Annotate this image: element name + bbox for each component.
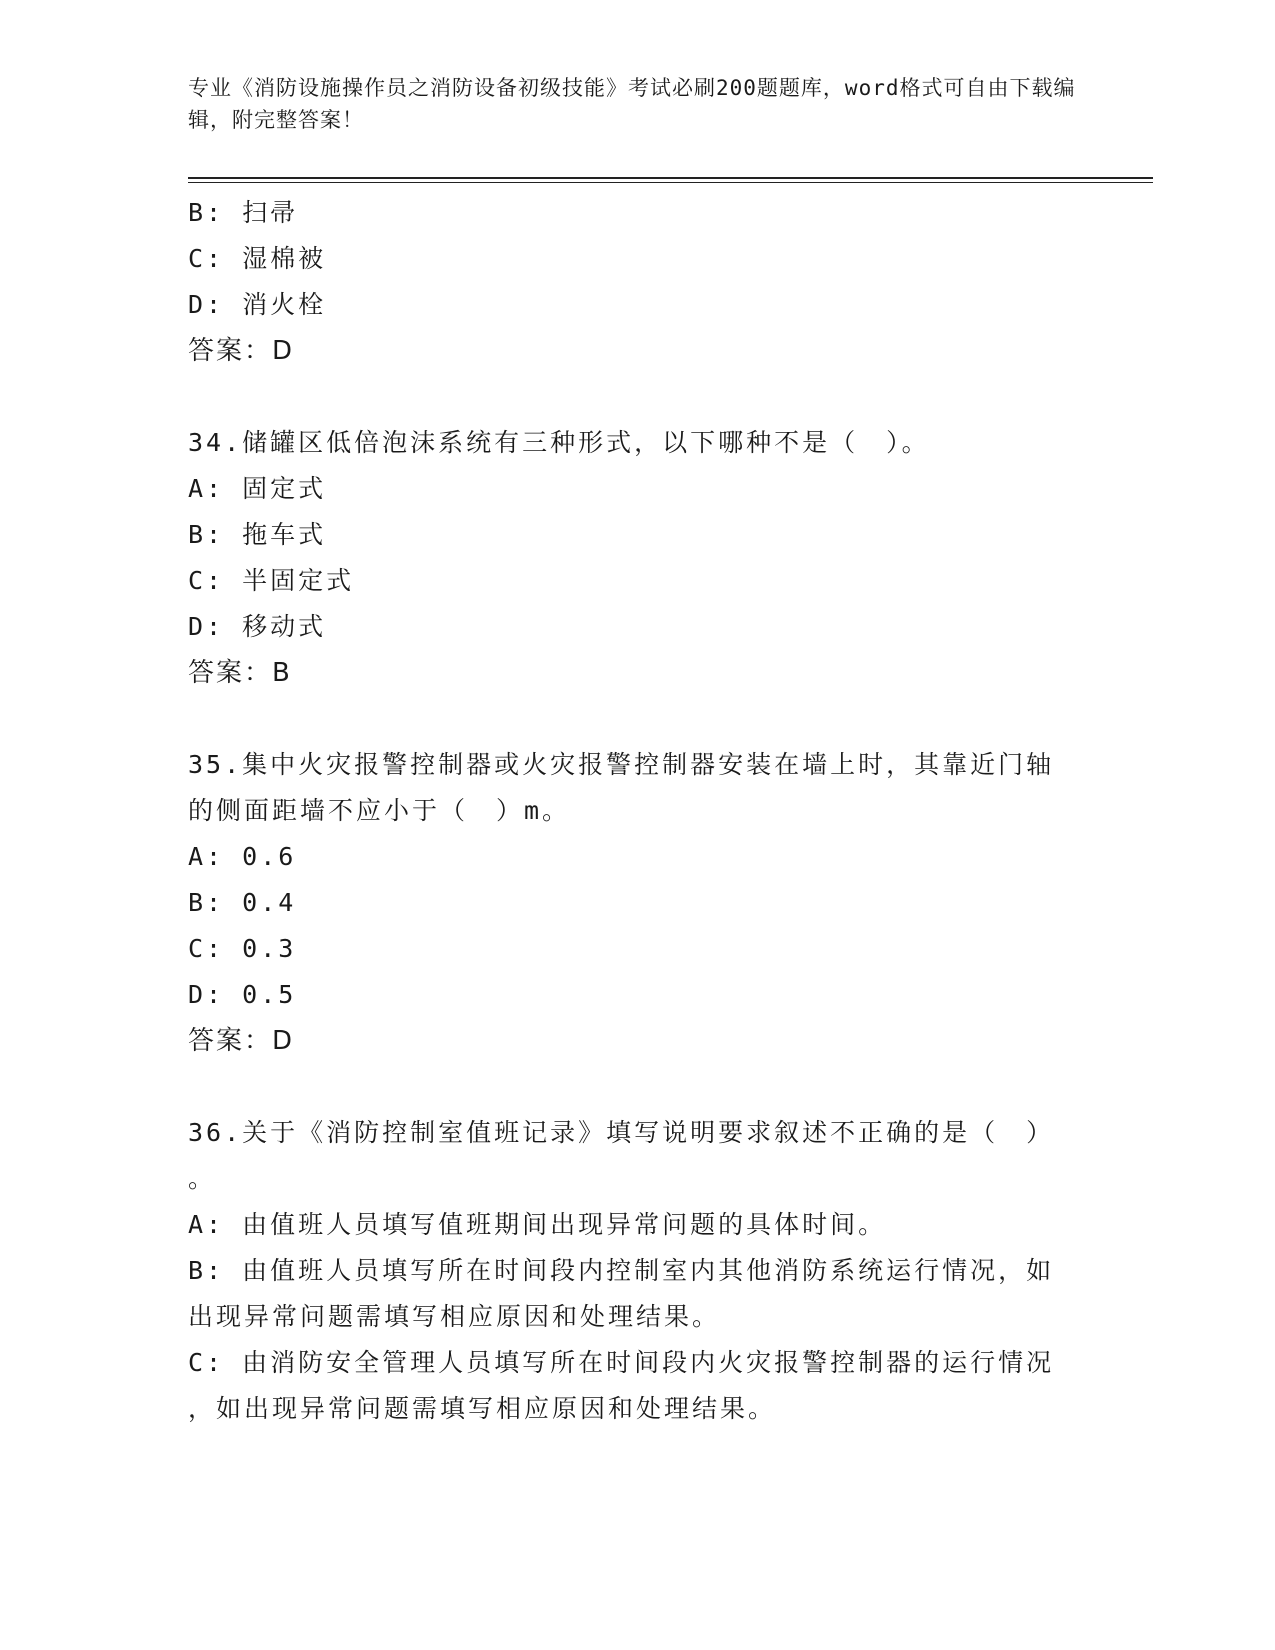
question-stem-line-2: 的侧面距墙不应小于（ ）m。 [188, 796, 571, 825]
question-stem-line-1: 36.关于《消防控制室值班记录》填写说明要求叙述不正确的是（ ） [188, 1118, 1055, 1147]
question-33 [188, 190, 1078, 374]
option-a: A: 0.6 [188, 842, 297, 871]
option-d: D: 0.5 [188, 980, 297, 1009]
spacer [188, 696, 1078, 742]
header-divider-thin [188, 182, 1153, 183]
spacer [188, 1064, 1078, 1110]
question-34 [188, 420, 1078, 696]
option-c: C: 半固定式 [188, 566, 355, 595]
option-a: A: 固定式 [188, 474, 327, 503]
page-header: 专业《消防设施操作员之消防设备初级技能》考试必刷200题题库，word格式可自由下载编辑，附完整答案！ [188, 76, 1076, 132]
option-d: D: 移动式 [188, 612, 327, 641]
answer-text: 答案：D [188, 336, 295, 366]
option-c-line-2: ，如出现异常问题需填写相应原因和处理结果。 [188, 1394, 777, 1423]
option-b: B: 拖车式 [188, 520, 327, 549]
answer-text: 答案：D [188, 1026, 295, 1056]
question-stem-line-1: 35.集中火灾报警控制器或火灾报警控制器安装在墙上时，其靠近门轴 [188, 750, 1055, 779]
option-d: D: 消火栓 [188, 290, 327, 319]
option-b: B: 扫帚 [188, 198, 299, 227]
option-b-line-2: 出现异常问题需填写相应原因和处理结果。 [188, 1302, 721, 1331]
spacer [188, 374, 1078, 420]
question-36 [188, 1110, 1078, 1432]
question-stem-line-2: 。 [188, 1164, 217, 1193]
question-stem: 34.储罐区低倍泡沫系统有三种形式，以下哪种不是（ ）。 [188, 428, 930, 457]
header-divider-thick [188, 177, 1153, 179]
question-35 [188, 742, 1078, 1064]
option-b-line-1: B: 由值班人员填写所在时间段内控制室内其他消防系统运行情况，如 [188, 1256, 1055, 1285]
answer-text: 答案：B [188, 658, 292, 688]
option-c-line-1: C: 由消防安全管理人员填写所在时间段内火灾报警控制器的运行情况 [188, 1348, 1055, 1377]
option-a: A: 由值班人员填写值班期间出现异常问题的具体时间。 [188, 1210, 887, 1239]
option-b: B: 0.4 [188, 888, 297, 917]
option-c: C: 0.3 [188, 934, 297, 963]
question-list [188, 190, 1078, 1432]
option-c: C: 湿棉被 [188, 244, 327, 273]
